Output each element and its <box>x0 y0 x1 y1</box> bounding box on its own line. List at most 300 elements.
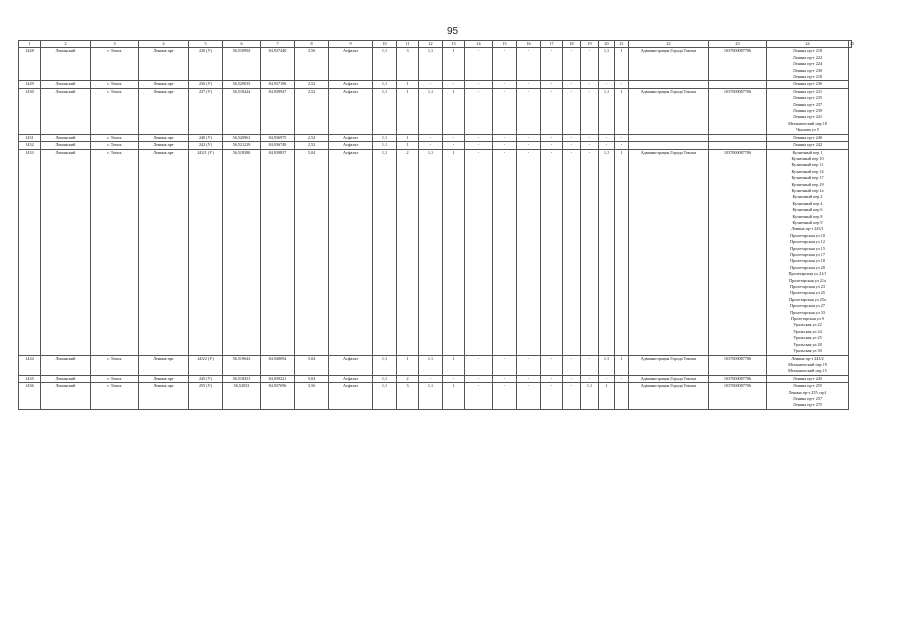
address-line: Кузнечный пер 14 <box>791 168 824 174</box>
table-cell: - <box>465 149 493 355</box>
column-number: 5 <box>189 41 223 48</box>
table-cell: - <box>581 149 599 355</box>
table-cell: - <box>493 149 517 355</box>
address-list-cell <box>767 142 849 149</box>
address-line: Ленина пр-т 255 <box>792 383 823 389</box>
table-cell: Ленинский <box>41 355 91 375</box>
column-number: 4 <box>139 41 189 48</box>
address-line: Ленина пр-т 231 <box>792 88 823 94</box>
column-number: 7 <box>261 41 295 48</box>
table-cell: - <box>541 383 563 410</box>
table-cell: - <box>541 375 563 382</box>
table-row <box>19 149 852 355</box>
table-cell: 3,56 <box>295 383 329 410</box>
table-cell: 56,521229 <box>223 142 261 149</box>
table-cell: Ленинский <box>41 375 91 382</box>
table-cell: 237 (У) <box>189 88 223 134</box>
table-cell: 1 <box>443 48 465 81</box>
column-number: 3 <box>91 41 139 48</box>
table-row <box>19 48 852 81</box>
table-cell: - <box>615 375 629 382</box>
table-cell: - <box>443 81 465 88</box>
table-cell: Ленинский <box>41 134 91 141</box>
table-cell: - <box>541 149 563 355</box>
address-line: Пролетарская ул 17 <box>790 252 825 257</box>
table-cell: - <box>563 81 581 88</box>
table-cell: 255 (У) <box>189 383 223 410</box>
table-cell: 84,937196 <box>261 81 295 88</box>
table-cell: - <box>419 134 443 141</box>
table-cell: - <box>581 81 599 88</box>
table-cell: 243/2 (У) <box>189 355 223 375</box>
address-line: Ленина пр-т 236 <box>792 81 823 87</box>
table-cell: 1 <box>615 88 629 134</box>
address-line: Уральская ул 24 <box>793 328 822 334</box>
table-cell: Администрация Города Томска <box>629 355 709 375</box>
table-row <box>19 375 852 382</box>
address-line: Ленина пр-т 243/1 <box>791 226 824 232</box>
address-line: Ленина пр-т 255 стр1 <box>788 389 827 395</box>
address-line: Уральская ул 25 <box>793 335 822 341</box>
table-cell: - <box>563 134 581 141</box>
table-cell: Ленина прт <box>139 142 189 149</box>
table-cell: 5,04 <box>295 355 329 375</box>
table-cell: Администрация Города Томска <box>629 48 709 81</box>
table-cell <box>629 81 709 88</box>
table-cell: 1,1 <box>373 88 397 134</box>
column-number: 6 <box>223 41 261 48</box>
table-cell: 1 <box>443 88 465 134</box>
address-line: Кузнечный пер 11 <box>791 162 824 168</box>
column-number: 17 <box>541 41 563 48</box>
table-cell <box>629 142 709 149</box>
table-cell: Ленина прт <box>139 375 189 382</box>
table-cell: Ленинский <box>41 142 91 149</box>
table-cell: 1,1 <box>373 355 397 375</box>
table-cell: - <box>599 375 615 382</box>
table-cell: г. Томск <box>91 134 139 141</box>
address-list-cell <box>767 134 849 141</box>
column-number: 8 <box>295 41 329 48</box>
table-cell: - <box>517 88 541 134</box>
table-cell <box>629 134 709 141</box>
table-cell: 84,940094 <box>261 355 295 375</box>
table-cell: г. Томск <box>91 383 139 410</box>
table-cell: Ленина прт <box>139 355 189 375</box>
table-cell: 3,56 <box>295 48 329 81</box>
table-cell: 1037000087706 <box>709 149 767 355</box>
row-id-cell: 1429 <box>19 81 41 88</box>
table-cell: г. Томск <box>91 142 139 149</box>
table-cell: - <box>517 149 541 355</box>
table-cell: 1 <box>397 81 419 88</box>
table-cell: 84,936975 <box>261 134 295 141</box>
table-cell: - <box>465 355 493 375</box>
table-cell: - <box>581 142 599 149</box>
table-cell: - <box>517 375 541 382</box>
address-line: Кузнечный пер 9 <box>792 219 823 225</box>
table-cell: - <box>465 383 493 410</box>
column-number: 22 <box>629 41 709 48</box>
row-id-cell: 1431 <box>19 134 41 141</box>
table-cell: - <box>581 48 599 81</box>
waste-site-registry-table <box>18 40 855 410</box>
address-line: Ленина пр-т 242 <box>792 142 823 148</box>
table-cell: г. Томск <box>91 355 139 375</box>
table-cell: 1,1 <box>599 88 615 134</box>
table-cell: г. Томск <box>91 149 139 355</box>
address-line: Пролетарская ул 12 <box>790 239 825 245</box>
table-cell: 1,1 <box>373 375 397 382</box>
table-cell: 1,1 <box>419 383 443 410</box>
address-line: Ленина пр-т 275 <box>792 402 823 408</box>
column-number: 20 <box>599 41 615 48</box>
table-cell: 1,1 <box>599 149 615 355</box>
table-cell: 2,52 <box>295 134 329 141</box>
table-cell: 1 <box>397 355 419 375</box>
table-row <box>19 142 852 149</box>
table-cell: - <box>465 134 493 141</box>
table-cell: г. Томск <box>91 88 139 134</box>
table-cell: - <box>493 81 517 88</box>
address-line: Кузнечный пер 2 <box>792 194 823 200</box>
table-cell: - <box>493 355 517 375</box>
table-cell: - <box>541 48 563 81</box>
table-cell: 56,518451 <box>223 375 261 382</box>
table-cell: Администрация Города Томска <box>629 383 709 410</box>
table-cell: г. Томск <box>91 375 139 382</box>
column-number: 1 <box>19 41 41 48</box>
table-cell: Ленина прт <box>139 81 189 88</box>
address-line: Механический пер 19 <box>788 361 827 367</box>
table-cell: Асфальт <box>329 355 373 375</box>
table-cell: Администрация Города Томска <box>629 88 709 134</box>
table-cell: Администрация Города Томска <box>629 375 709 382</box>
table-cell: 1 <box>397 134 419 141</box>
table-cell: Администрация Города Томска <box>629 149 709 355</box>
table-cell: - <box>563 355 581 375</box>
address-line: Кузнечный пер 17 <box>791 175 824 181</box>
address-list-cell <box>767 383 849 410</box>
address-line: Ленина пр-т 235 <box>792 95 823 101</box>
table-cell: - <box>419 142 443 149</box>
table-cell: 1 <box>443 149 465 355</box>
table-cell: - <box>517 355 541 375</box>
table-cell: Асфальт <box>329 88 373 134</box>
address-line: Кузнечный пер 4 <box>792 200 823 206</box>
table-cell: - <box>541 134 563 141</box>
address-line: Пролетарская ул 18 <box>790 258 825 264</box>
column-number: 18 <box>563 41 581 48</box>
address-line: Пролетарская ул 21а <box>789 277 826 283</box>
table-cell: 1 <box>615 149 629 355</box>
table-cell: 1,1 <box>599 48 615 81</box>
table-cell: 1 <box>599 383 615 410</box>
table-cell: 1,1 <box>373 383 397 410</box>
table-cell: - <box>563 142 581 149</box>
address-line: Ленина пр-т 237 <box>792 101 823 107</box>
table-cell: 56,518424 <box>223 88 261 134</box>
table-cell: - <box>541 142 563 149</box>
column-number: 15 <box>493 41 517 48</box>
address-line: Механический пер 15 <box>788 368 827 374</box>
address-line: Пролетарская ул 10 <box>790 232 825 238</box>
table-cell: - <box>599 134 615 141</box>
table-cell: 84,937696 <box>261 383 295 410</box>
table-row <box>19 88 852 134</box>
table-cell: - <box>419 375 443 382</box>
address-list-cell <box>767 149 849 355</box>
table-cell: - <box>517 142 541 149</box>
table-cell: 56,519643 <box>223 355 261 375</box>
address-line: Пролетарская ул 20 <box>790 264 825 270</box>
row-id-cell: 1435 <box>19 375 41 382</box>
table-cell: 56,518380 <box>223 149 261 355</box>
table-cell: 56,520961 <box>223 134 261 141</box>
address-line: Ленина пр-т 218 <box>792 74 823 80</box>
table-cell: г. Томск <box>91 81 139 88</box>
table-cell: Асфальт <box>329 48 373 81</box>
table-cell: 1,1 <box>419 149 443 355</box>
table-cell: 1,1 <box>419 88 443 134</box>
table-cell: 1 <box>443 383 465 410</box>
table-cell: - <box>615 142 629 149</box>
address-line: Пролетарская ул 25а <box>789 296 826 302</box>
address-line: Пролетарская ул 27 <box>790 303 825 309</box>
table-cell: 1,1 <box>373 142 397 149</box>
address-line: Ленина пр-т 224 <box>792 61 823 67</box>
table-row <box>19 355 852 375</box>
address-line: Ленина пр-т 222 <box>792 54 823 60</box>
table-cell: Асфальт <box>329 142 373 149</box>
address-line: Пролетарская ул 33 <box>790 309 825 315</box>
table-cell: - <box>581 134 599 141</box>
table-cell: 1 <box>397 142 419 149</box>
table-cell: - <box>493 142 517 149</box>
table-cell: - <box>599 81 615 88</box>
address-line: Пролетарская ул 23 <box>790 284 825 290</box>
table-cell: Асфальт <box>329 383 373 410</box>
table-cell: 220 (У) <box>189 48 223 81</box>
page-number: 95 <box>446 26 459 37</box>
table-cell: 1,1 <box>419 355 443 375</box>
table-row <box>19 81 852 88</box>
address-line: Пролетарская ул 25 <box>790 290 825 296</box>
table-cell: 3 <box>397 48 419 81</box>
address-line: Ленина пр-т 239 <box>792 108 823 114</box>
table-cell: - <box>493 48 517 81</box>
column-number-row <box>19 41 852 48</box>
table-cell: - <box>599 142 615 149</box>
table-cell: - <box>517 383 541 410</box>
table-cell: - <box>563 383 581 410</box>
table-cell: - <box>517 48 541 81</box>
table-cell: 1 <box>615 48 629 81</box>
column-number: 24 <box>767 41 849 48</box>
address-line: Уральская ул 22 <box>793 322 822 328</box>
address-line: Пролетарская ул 9 <box>791 316 824 322</box>
table-cell: Асфальт <box>329 149 373 355</box>
table-cell <box>709 134 767 141</box>
address-line: Ленина пр-т 241 <box>792 114 823 120</box>
table-cell: 1037000087706 <box>709 383 767 410</box>
row-id-cell: 1428 <box>19 48 41 81</box>
table-cell: Асфальт <box>329 81 373 88</box>
table-cell: - <box>517 81 541 88</box>
table-row <box>19 134 852 141</box>
table-cell: - <box>563 375 581 382</box>
table-cell: - <box>465 375 493 382</box>
table-cell: 2 <box>397 375 419 382</box>
table-cell: 56,52033 <box>223 383 261 410</box>
row-id-cell: 1434 <box>19 355 41 375</box>
address-list-cell <box>767 48 849 81</box>
table-cell: Ленинский <box>41 149 91 355</box>
table-cell: 2,52 <box>295 142 329 149</box>
table-cell <box>709 142 767 149</box>
table-cell: 1 <box>443 355 465 375</box>
table-cell: - <box>493 375 517 382</box>
table-cell: Ленина прт <box>139 383 189 410</box>
address-line: Кузнечный пер 8 <box>792 213 823 219</box>
row-id-cell: 1433 <box>19 149 41 355</box>
table-cell: 1 <box>397 88 419 134</box>
table-cell: Ленинский <box>41 48 91 81</box>
column-number: 11 <box>397 41 419 48</box>
table-cell: - <box>493 88 517 134</box>
table-cell: 5,04 <box>295 375 329 382</box>
table-cell: Ленина прт <box>139 88 189 134</box>
table-cell: 1,1 <box>599 355 615 375</box>
table-cell: - <box>581 375 599 382</box>
table-cell: 1,1 <box>419 48 443 81</box>
table-cell: 5,04 <box>295 149 329 355</box>
table-cell: 236 (У) <box>189 81 223 88</box>
row-id-cell: 1430 <box>19 88 41 134</box>
table-cell: Ленинский <box>41 383 91 410</box>
table-cell: 1037000087706 <box>709 375 767 382</box>
table-cell: - <box>443 142 465 149</box>
table-cell: 245 (У) <box>189 375 223 382</box>
table-cell: 2,52 <box>295 81 329 88</box>
address-line: Ленина пр-т 245 <box>792 375 823 381</box>
row-id-cell: 1432 <box>19 142 41 149</box>
table-cell: 84,939947 <box>261 88 295 134</box>
address-line: Кузнечный пер 10 <box>791 155 824 161</box>
table-cell: 1,1 <box>581 383 599 410</box>
table-cell: - <box>517 134 541 141</box>
table-cell: - <box>419 81 443 88</box>
table-cell: г. Томск <box>91 48 139 81</box>
table-cell: 84,939837 <box>261 149 295 355</box>
table-cell: Ленинский <box>41 81 91 88</box>
table-cell: - <box>465 142 493 149</box>
table-cell: - <box>541 81 563 88</box>
table-cell: - <box>465 81 493 88</box>
table-cell <box>615 383 629 410</box>
table-cell: 1,1 <box>373 81 397 88</box>
column-number: 10 <box>373 41 397 48</box>
address-line: Кузнечный пер 1 <box>792 149 823 155</box>
table-cell: 2 <box>397 149 419 355</box>
table-cell: 1,1 <box>373 48 397 81</box>
table-cell: - <box>563 149 581 355</box>
table-cell: 1,1 <box>373 149 397 355</box>
table-cell: - <box>541 88 563 134</box>
table-cell: - <box>615 81 629 88</box>
address-line: Уральская ул 30 <box>793 348 822 354</box>
table-cell: - <box>541 355 563 375</box>
table-cell: Ленина прт <box>139 48 189 81</box>
table-cell: 243/1 (У) <box>189 149 223 355</box>
table-cell: Асфальт <box>329 134 373 141</box>
address-list-cell <box>767 355 849 375</box>
column-number: 19 <box>581 41 599 48</box>
address-line: Уральская ул 28 <box>793 341 822 347</box>
address-line: Кузнечный пер 6 <box>792 207 823 213</box>
table-cell: Асфальт <box>329 375 373 382</box>
address-line: Пролетарская ул 15 <box>790 245 825 251</box>
column-number: 25 <box>850 41 855 46</box>
table-cell: Ленина прт <box>139 134 189 141</box>
address-line: Чкалова ул 5 <box>796 127 819 133</box>
table-cell: - <box>465 88 493 134</box>
column-number: 14 <box>465 41 493 48</box>
table-cell: - <box>443 375 465 382</box>
column-number: 21 <box>615 41 629 48</box>
column-number: 13 <box>443 41 465 48</box>
table-cell: - <box>615 134 629 141</box>
column-number: 23 <box>709 41 767 48</box>
table-cell: 1,1 <box>373 134 397 141</box>
address-line: Ленина пр-т 243/2 <box>791 355 824 361</box>
table-cell <box>709 81 767 88</box>
table-row <box>19 383 852 410</box>
address-list-cell <box>767 88 849 134</box>
address-line: Ленина пр-т 230 <box>792 67 823 73</box>
table-cell: - <box>465 48 493 81</box>
address-line: Пролетарская ул 21/1 <box>788 271 827 277</box>
table-cell: 56,510992 <box>223 48 261 81</box>
table-cell: - <box>493 134 517 141</box>
address-line: Кузнечный пер 1а <box>791 187 824 193</box>
table-cell: 84,937440 <box>261 48 295 81</box>
table-cell: 1037000087706 <box>709 88 767 134</box>
row-id-cell: 1436 <box>19 383 41 410</box>
table-cell: 3 <box>397 383 419 410</box>
table-cell: - <box>563 88 581 134</box>
address-line: Механический пер 18 <box>788 120 827 126</box>
table-cell: - <box>581 88 599 134</box>
table-cell: 84,939221 <box>261 375 295 382</box>
address-list-cell <box>767 375 849 382</box>
table-cell: 1037000087706 <box>709 355 767 375</box>
table-cell: 242 (У) <box>189 142 223 149</box>
table-cell: - <box>581 355 599 375</box>
table-cell: 84,936749 <box>261 142 295 149</box>
table-cell: 1037000087706 <box>709 48 767 81</box>
table-cell: 1 <box>615 355 629 375</box>
address-line: Ленина пр-т 240 <box>792 134 823 140</box>
address-line: Кузнечный пер 19 <box>791 181 824 187</box>
table-cell: - <box>563 48 581 81</box>
address-list-cell <box>767 81 849 88</box>
table-cell: 240 (У) <box>189 134 223 141</box>
table-cell: 56,520035 <box>223 81 261 88</box>
table-cell: Ленина прт <box>139 149 189 355</box>
column-number: 2 <box>41 41 91 48</box>
table-cell: 2,52 <box>295 88 329 134</box>
